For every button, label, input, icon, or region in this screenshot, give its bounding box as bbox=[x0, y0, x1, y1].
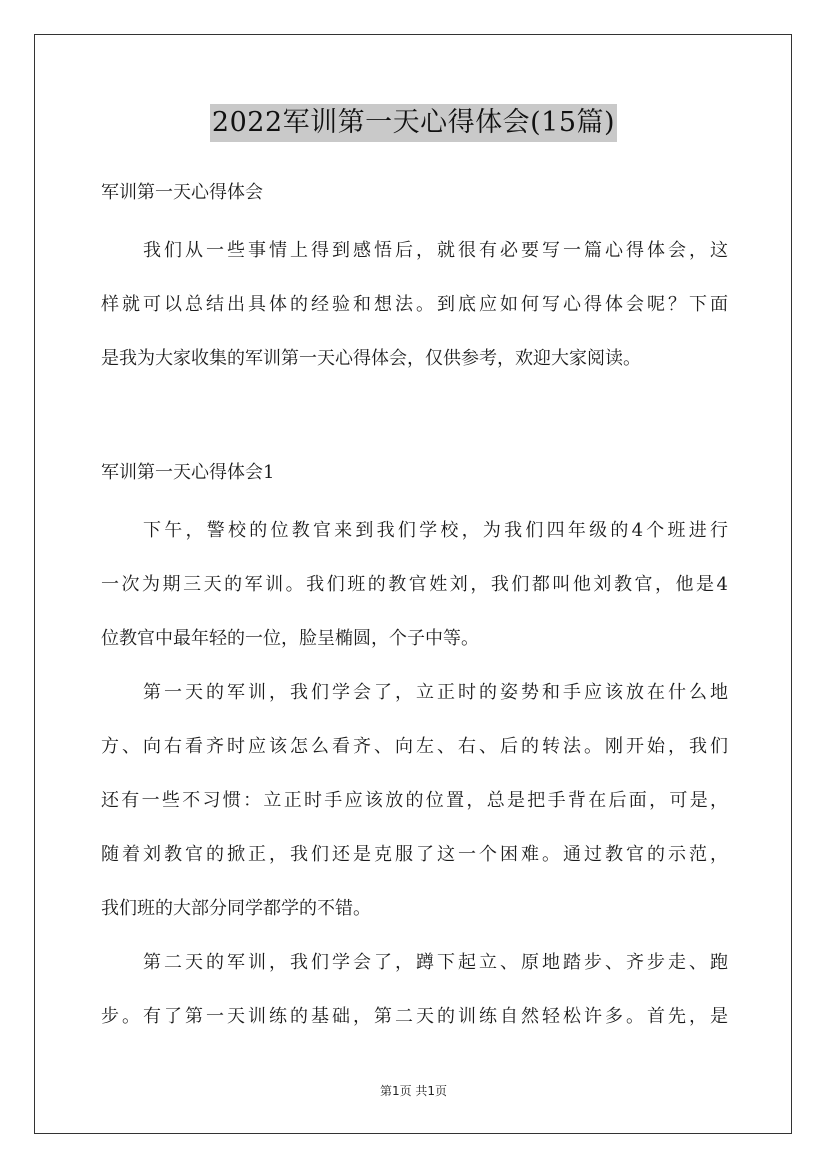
paragraph-line: 第二天的军训，我们学会了，蹲下起立、原地踏步、齐步走、跑 bbox=[143, 952, 728, 973]
paragraph-line: 我们从一些事情上得到感悟后，就很有必要写一篇心得体会，这 bbox=[143, 240, 728, 261]
paragraph-line: 下午，警校的位教官来到我们学校，为我们四年级的4个班进行 bbox=[143, 520, 728, 541]
page-number: 第1页 共1页 bbox=[379, 1084, 448, 1098]
paragraph-line: 我们班的大部分同学都学的不错。 bbox=[101, 898, 371, 919]
document-body bbox=[101, 170, 728, 1044]
paragraph-line: 位教官中最年轻的一位，脸呈椭圆，个子中等。 bbox=[101, 628, 479, 649]
paragraph-line: 随着刘教官的掀正，我们还是克服了这一个困难。通过教官的示范， bbox=[101, 844, 728, 865]
document-title: 2022军训第一天心得体会(15篇) bbox=[210, 104, 617, 142]
title-container bbox=[0, 104, 827, 142]
paragraph-line: 还有一些不习惯：立正时手应该放的位置，总是把手背在后面，可是， bbox=[101, 790, 728, 811]
paragraph-line: 第一天的军训，我们学会了，立正时的姿势和手应该放在什么地 bbox=[143, 682, 728, 703]
paragraph-line: 一次为期三天的军训。我们班的教官姓刘，我们都叫他刘教官，他是4 bbox=[101, 574, 728, 595]
paragraph-line: 样就可以总结出具体的经验和想法。到底应如何写心得体会呢？下面 bbox=[101, 294, 728, 315]
section-heading: 军训第一天心得体会1 bbox=[101, 462, 275, 483]
paragraph-line: 是我为大家收集的军训第一天心得体会，仅供参考，欢迎大家阅读。 bbox=[101, 348, 641, 369]
paragraph-line: 方、向右看齐时应该怎么看齐、向左、右、后的转法。刚开始，我们 bbox=[101, 736, 728, 757]
section-heading: 军训第一天心得体会 bbox=[101, 182, 263, 203]
paragraph-line: 步。有了第一天训练的基础，第二天的训练自然轻松许多。首先，是 bbox=[101, 1006, 728, 1027]
